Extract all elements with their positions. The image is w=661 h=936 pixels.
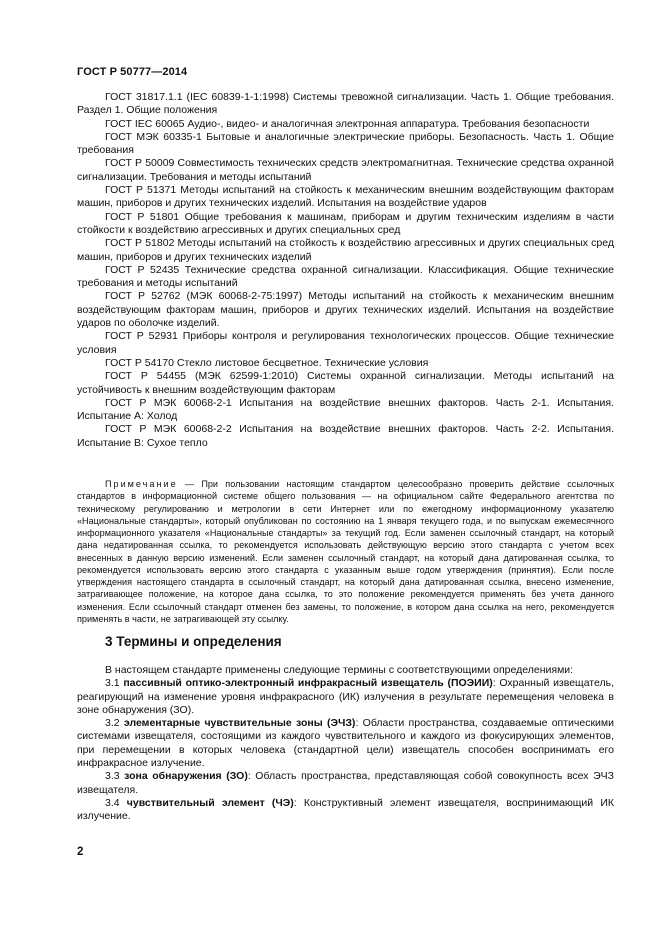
term-name: чувствительный элемент (ЧЭ) xyxy=(126,796,294,809)
section-title: 3 Термины и определения xyxy=(105,634,282,649)
reference-item: ГОСТ Р 51801 Общие требования к машинам, приборам и другим техническим изделиям в части стойкости к воздействию агрессивных и других специальных сред xyxy=(77,210,614,236)
reference-item: ГОСТ IEC 60065 Аудио-, видео- и аналогичная электронная аппаратура. Требования безопасности xyxy=(105,117,590,130)
term-definition: : Конструктивный элемент извещателя, воспринимающий ИК излучение. xyxy=(77,796,615,823)
term-item xyxy=(77,797,614,824)
page-number: 2 xyxy=(77,846,84,858)
references-list xyxy=(77,91,614,450)
term-name: зона обнаружения (ЗО) xyxy=(124,770,248,783)
term-number: 3.3 xyxy=(105,770,125,783)
term-number: 3.4 xyxy=(105,796,127,809)
note-label: Примечание xyxy=(105,479,178,489)
reference-item: ГОСТ Р 50009 Совместимость технических средств электромагнитная. Технические средства охранной сигнализации. Требования и методы испытаний xyxy=(77,157,614,183)
term-name: пассивный оптико-электронный инфракрасный извещатель (ПОЭИИ) xyxy=(123,677,493,690)
reference-item: ГОСТ Р 52762 (МЭК 60068-2-75:1997) Методы испытаний на стойкость к механическим внешним воздействующим факторам машин, приборов и других технических изделий. Испытания на воздействие ударов по оболочке изделий. xyxy=(77,290,614,330)
reference-item: ГОСТ Р 51802 Методы испытаний на стойкость к воздействию агрессивных и других специальных сред машин, приборов и других технических изделий xyxy=(77,237,614,263)
standard-header: ГОСТ Р 50777—2014 xyxy=(77,66,188,78)
terms-list xyxy=(77,664,614,824)
reference-item: ГОСТ Р 51371 Методы испытаний на стойкость к механическим внешним воздействующим факторам машин, приборов и других технических изделий. Испытания на воздействие ударов xyxy=(77,184,614,210)
reference-item: ГОСТ 31817.1.1 (IEC 60839-1-1:1998) Системы тревожной сигнализации. Часть 1. Общие требования. Раздел 1. Общие положения xyxy=(77,91,614,117)
term-number: 3.2 xyxy=(105,717,124,730)
reference-item: ГОСТ Р МЭК 60068-2-2 Испытания на воздействие внешних факторов. Часть 2-2. Испытания. Испытание В: Сухое тепло xyxy=(77,423,614,449)
term-definition: : Области пространства, создаваемые оптическими системами извещателя, состоящими из каждого чувствительного и каждого из фокусирующих элементов, при перемещении в которых человека (стандартной цели) извещатель способен воспринимать его инфракрасное излучение. xyxy=(77,717,615,770)
reference-item: ГОСТ Р МЭК 60068-2-1 Испытания на воздействие внешних факторов. Часть 2-1. Испытания. Испытание А: Холод xyxy=(77,396,614,423)
reference-note xyxy=(77,478,614,625)
reference-item: ГОСТ Р 52931 Приборы контроля и регулирования технологических процессов. Общие технические условия xyxy=(77,330,614,356)
term-item xyxy=(77,770,614,797)
note-text: — При пользовании настоящим стандартом целесообразно проверить действие ссылочных стандартов в информационной системе общего пользования — на официальном сайте Федерального агентства по техническому регулированию и метрологии в сети Интернет или по ежегодному информационному указателю «Национальные стандарты», который опубликован по состоянию на 1 января текущего года, и по выпускам ежемесячного информационного указателя «Национальные стандарты» за текущий год. Если заменен ссылочный стандарт, на который дана недатированная ссылка, то рекомендуется использовать действующую версию этого стандарта с учетом всех внесенных в данную версию изменений. Если заменен ссылочный стандарт, на который дана датированная ссылка, то рекомендуется использовать версию этого стандарта с указанным выше годом утверждения (принятия). Если после утверждения настоящего стандарта в ссылочный стандарт, на который дана датированная ссылка, внесено изменение, затрагивающее положение, на которое дана ссылка, то это положение рекомендуется применять без учета данного изменения. Если ссылочный стандарт отменен без замены, то положение, в котором дана ссылка на него, рекомендуется применять в части, не затрагивающей эту ссылку. xyxy=(77,479,614,624)
reference-item: ГОСТ Р 54170 Стекло листовое бесцветное. Технические условия xyxy=(105,356,429,369)
term-item xyxy=(77,717,614,770)
term-definition: : Область пространства, представляющая собой совокупность всех ЭЧЗ извещателя. xyxy=(77,770,614,796)
term-item xyxy=(77,677,614,717)
term-definition: : Охранный извещатель, реагирующий на изменение уровня инфракрасного (ИК) излучения в результате перемещения человека в зоне обнаружения (ЗО). xyxy=(77,677,614,716)
reference-item: ГОСТ Р 54455 (МЭК 62599-1:2010) Системы охранной сигнализации. Методы испытаний на устойчивость к внешним воздействующим факторам xyxy=(77,370,614,396)
term-number: 3.1 xyxy=(105,677,124,690)
reference-item: ГОСТ Р 52435 Технические средства охранной сигнализации. Классификация. Общие технические требования и методы испытаний xyxy=(77,263,614,290)
reference-item: ГОСТ МЭК 60335-1 Бытовые и аналогичные электрические приборы. Безопасность. Часть 1. Общие требования xyxy=(77,130,614,157)
terms-intro: В настоящем стандарте применены следующие термины с соответствующими определениями: xyxy=(105,664,574,676)
term-name: элементарные чувствительные зоны (ЭЧЗ) xyxy=(123,717,356,730)
